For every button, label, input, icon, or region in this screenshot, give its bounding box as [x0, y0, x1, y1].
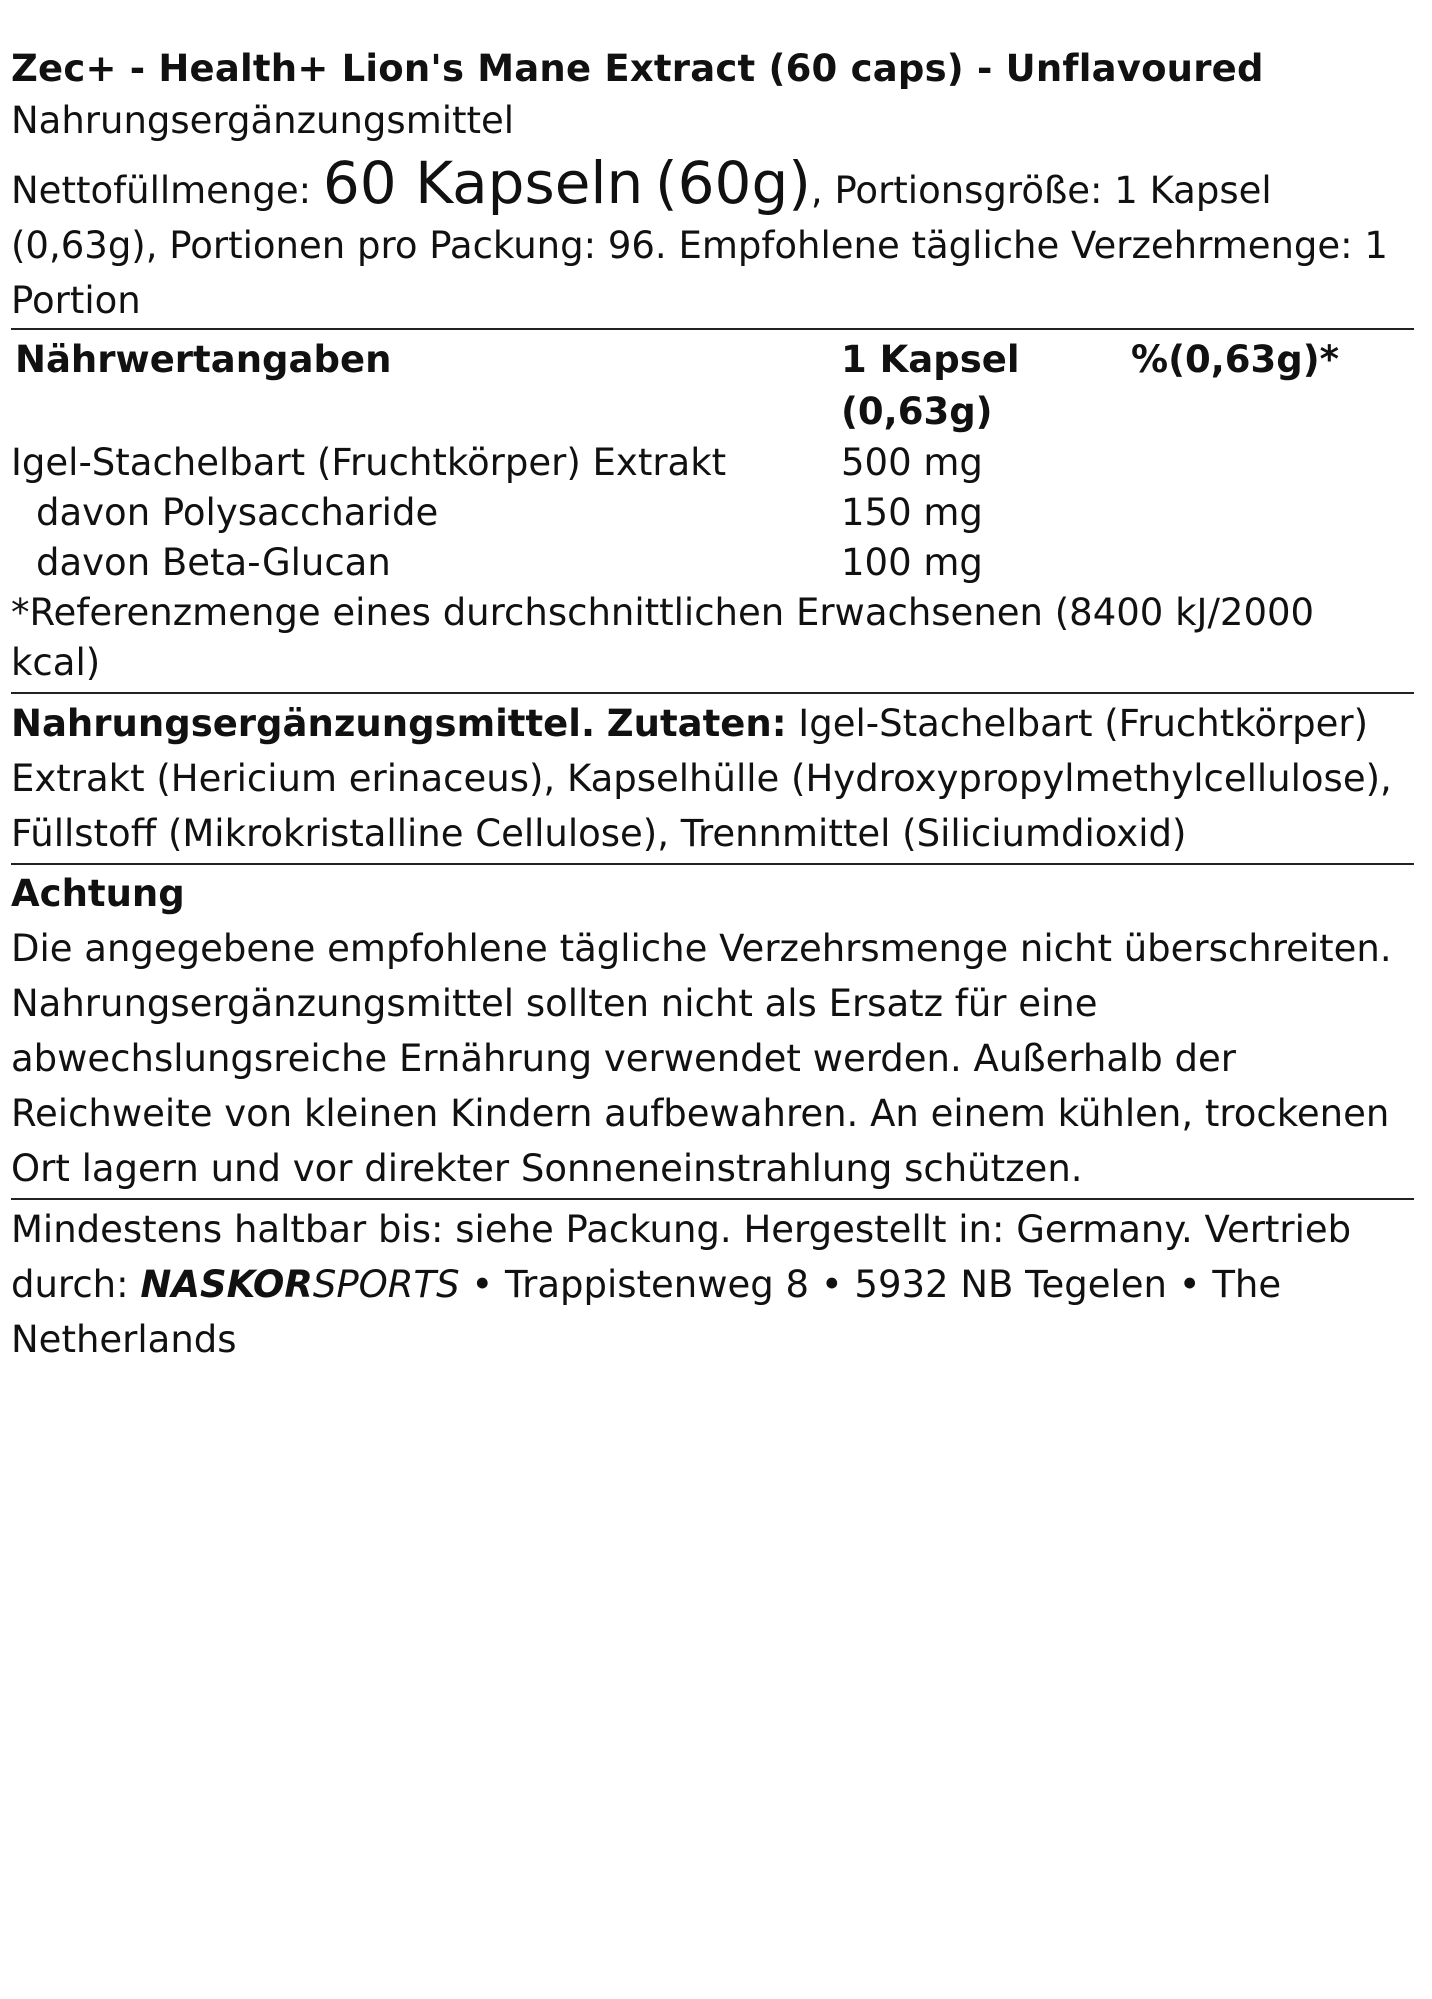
nutrient-percent: [1131, 538, 1414, 588]
made-in-label: Hergestellt in:: [743, 1208, 1005, 1251]
warning-text: [11, 921, 1414, 1196]
nutrition-header-per-unit: 1 Kapsel (0,63g): [841, 338, 1020, 433]
ingredient-detail: (Siliciumdioxid): [902, 812, 1187, 855]
portion-label: Portionsgröße:: [834, 169, 1103, 212]
ingredients-label: Zutaten:: [606, 702, 787, 745]
nutrient-name: Igel-Stachelbart (Fruchtkörper) Extrakt: [11, 441, 727, 484]
distributor-label: Vertrieb durch:: [11, 1208, 1352, 1306]
nutrient-amount: 150 mg: [841, 491, 983, 534]
made-in-value: Germany.: [1016, 1208, 1193, 1251]
portion-value: 1 Kapsel (0,63g),: [11, 169, 1272, 267]
nutrient-amount: 500 mg: [841, 441, 983, 484]
ingredient-name: Füllstoff: [11, 812, 157, 855]
nutrition-header-percent: %(0,63g)*: [1131, 338, 1340, 381]
nutrition-header-name: Nährwertangaben: [15, 338, 392, 381]
net-quantity: 60 Kapseln: [322, 149, 644, 217]
ingredient-name: Kapselhülle: [566, 757, 780, 800]
product-title: Zec+ - Health+ Lion's Mane Extract (60 caps) - Unflavoured: [11, 47, 1264, 90]
net-comma: ,: [810, 169, 823, 212]
warning-sentence: Die angegebene empfohlene tägliche Verzehrsmenge nicht überschreiten.: [11, 927, 1392, 970]
net-label: Nettofüllmenge:: [11, 169, 312, 212]
ingredient-detail: (Hericium erinaceus),: [156, 757, 556, 800]
best-before-label: Mindestens haltbar bis:: [11, 1208, 444, 1251]
brand-name-rest: SPORTS: [312, 1263, 460, 1306]
net-quantity-line: [11, 149, 1421, 328]
ingredients-block: [11, 696, 1414, 861]
ingredient-detail: (Mikrokristalline Cellulose),: [167, 812, 670, 855]
product-label: [0, 46, 1414, 1367]
per-pack-value: 96.: [607, 224, 667, 267]
product-subtitle: Nahrungsergänzungsmittel: [11, 99, 515, 142]
warning-sentence: Außerhalb der Reichweite von kleinen Kindern aufbewahren.: [11, 1037, 1237, 1135]
nutrition-table: [11, 330, 1414, 588]
nutrient-amount: 100 mg: [841, 541, 983, 584]
nutrition-row: [11, 488, 1414, 538]
nutrient-percent: [1131, 488, 1414, 538]
warning-heading: Achtung: [11, 872, 185, 915]
nutrition-row: [11, 538, 1414, 588]
best-before-value: siehe Packung.: [455, 1208, 732, 1251]
divider: [11, 692, 1414, 694]
reference-footnote: *Referenzmenge eines durchschnittlichen Erwachsenen (8400 kJ/2000 kcal): [11, 591, 1315, 684]
divider: [11, 863, 1414, 865]
ingredient-name: Igel-Stachelbart (Fruchtkörper) Extrakt: [11, 702, 1369, 800]
brand-name-bold: NASKOR: [140, 1263, 313, 1306]
warning-sentence: An einem kühlen, trockenen Ort lagern und vor direkter Sonneneinstrahlung schützen.: [11, 1092, 1390, 1190]
ingredients-category: Nahrungsergänzungsmittel.: [11, 702, 596, 745]
nutrition-row: [11, 438, 1414, 488]
recommended-label: Empfohlene tägliche Verzehrmenge:: [678, 224, 1353, 267]
divider: [11, 1198, 1414, 1200]
footer-info: [11, 1202, 1414, 1367]
per-pack-label: Portionen pro Packung:: [169, 224, 597, 267]
warning-sentence: Nahrungsergänzungsmittel sollten nicht als Ersatz für eine abwechslungsreiche Ernährung verwendet werden.: [11, 982, 1098, 1080]
nutrient-name: davon Beta-Glucan: [36, 541, 391, 584]
distributor-address: • Trappistenweg 8 • 5932 NB Tegelen • The Netherlands: [11, 1263, 1282, 1361]
nutrient-name: davon Polysaccharide: [36, 491, 439, 534]
recommended-value: 1 Portion: [11, 224, 1388, 322]
distributor-brand: [140, 1263, 459, 1306]
net-weight: (60g): [655, 149, 811, 217]
nutrition-header-row: [11, 330, 1414, 438]
nutrient-percent: [1131, 438, 1414, 488]
ingredient-name: Trennmittel: [680, 812, 891, 855]
ingredient-detail: (Hydroxypropylmethylcellulose),: [791, 757, 1392, 800]
